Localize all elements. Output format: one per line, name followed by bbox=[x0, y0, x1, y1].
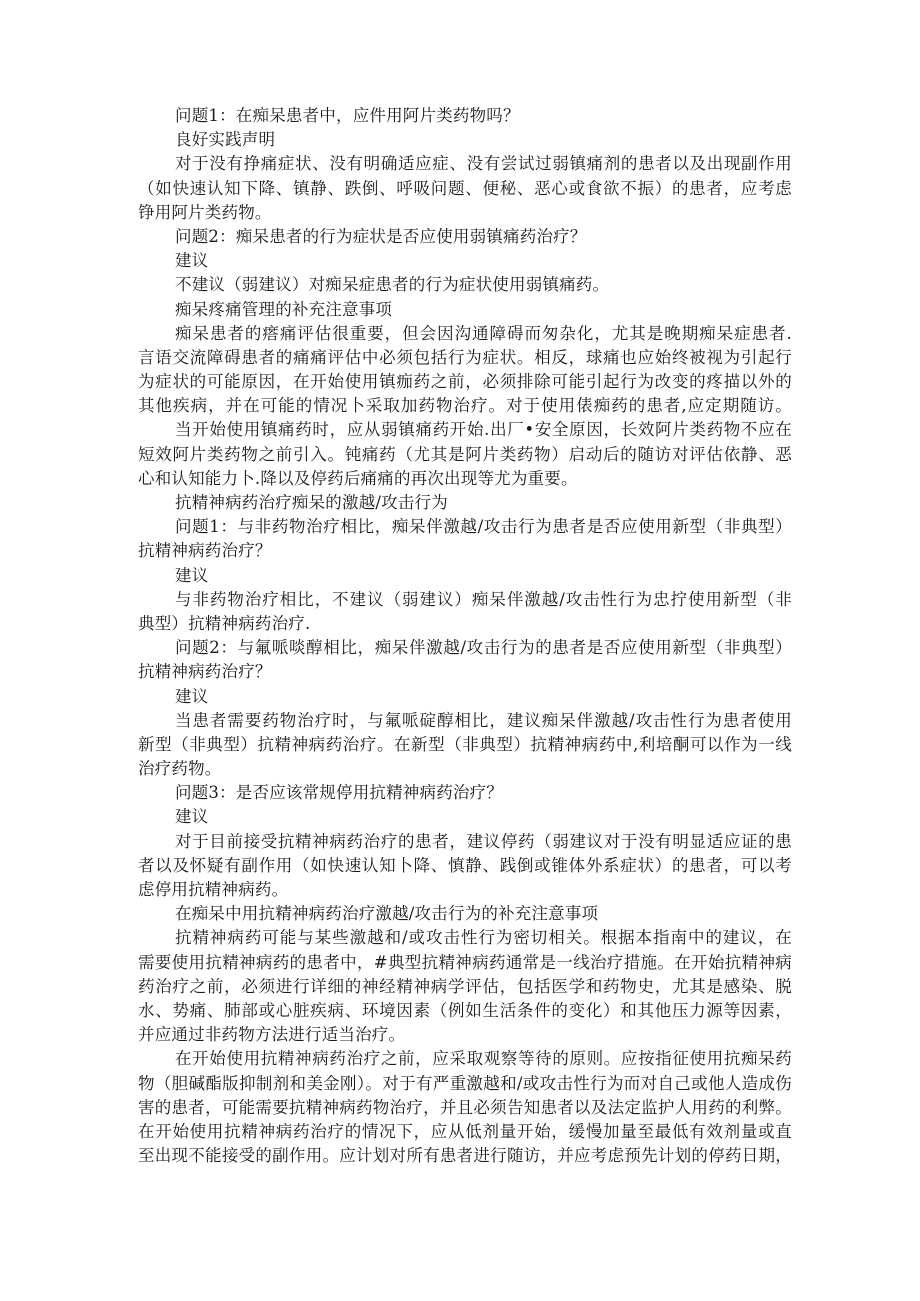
text-line: 药治疗之前，必须进行详细的神经精神病学评估，包括医学和药物史，尤其是感染、脱 bbox=[138, 976, 792, 996]
text-line: 问题1：与非药物治疗相比，痴呆伴激越/攻击行为患者是否应使用新型（非典型） bbox=[175, 517, 792, 537]
text-line: 当开始使用镇痛药时，应从弱镇痛药开始.出厂•安全原因，长效阿片类药物不应在 bbox=[175, 420, 792, 440]
text-line: 在开始使用抗精神病药治疗之前，应采取观察等待的原则。应按指征使用抗痴呆药 bbox=[175, 1049, 792, 1069]
text-line: 害的患者，可能需要抗精神病药物治疗，并且必须告知患者以及法定监护人用药的利弊。 bbox=[138, 1097, 792, 1117]
text-line: 并应通过非药物方法进行适当治疗。 bbox=[138, 1025, 406, 1045]
text-line: 需要使用抗精神病药的患者中，#典型抗精神病药通常是一线治疗措施。在开始抗精神病 bbox=[138, 952, 792, 972]
text-line: 抗精神病药治疗？ bbox=[138, 541, 272, 561]
text-line: 对于没有挣痛症状、没有明确适应症、没有尝试过弱镇痛剂的患者以及出现副作用 bbox=[175, 154, 792, 174]
text-line: 问题3：是否应该常规停用抗精神病药治疗？ bbox=[175, 783, 503, 803]
text-line: （如快速认知下降、镇静、跌倒、呼吸问题、便秘、恶心或食欲不振）的患者，应考虑 bbox=[138, 178, 792, 198]
text-line: 在开始使用抗精神病药治疗的情况下，应从低剂量开始，缓慢加量至最低有效剂量或直 bbox=[138, 1121, 792, 1141]
text-line: 治疗药物。 bbox=[138, 759, 222, 779]
text-line: 当患者需要药物治疗时，与氟哌碇醇相比，建议痴呆伴激越/攻击性行为患者使用 bbox=[175, 710, 792, 730]
text-line: 痴呆患者的瘩痛评估很重要，但会因沟通障碍而匆杂化，尤其是晚期痴呆症患者. bbox=[175, 323, 792, 343]
text-line: 抗精神病药治疗痴呆的激越/攻击行为 bbox=[175, 493, 448, 512]
text-line: 建议 bbox=[175, 251, 209, 271]
text-line: 建议 bbox=[175, 565, 209, 585]
text-line: 问题2：与氟哌啖醇相比，痴呆伴激越/攻击行为的患者是否应使用新型（非典型） bbox=[175, 638, 792, 658]
text-line: 在痴呆中用抗精神病药治疗激越/攻击行为的补充注意事项 bbox=[175, 904, 599, 924]
text-line: 问题2：痴呆患者的行为症状是否应使用弱镇痛药治疗？ bbox=[175, 226, 587, 246]
document-body bbox=[138, 104, 792, 1168]
text-line: 铮用阿片类药物。 bbox=[138, 202, 272, 222]
text-line: 对于目前接受抗精神病药治疗的患者，建议停药（弱建议对于没有明显适应证的患 bbox=[175, 831, 792, 851]
text-line: 典型）抗精神病药治疗. bbox=[138, 613, 311, 633]
text-line: 物（胆碱酯版抑制剂和美金刚）。对于有严重激越和/或攻击性行为而对自己或他人造成伤 bbox=[138, 1073, 792, 1093]
text-line: 心和认知能力卜.降以及停药后痛痛的再次出现等尤为重要。 bbox=[138, 468, 578, 488]
text-line: 良好实践声明 bbox=[175, 130, 276, 150]
text-line: 虑停用抗精神病药。 bbox=[138, 880, 289, 899]
text-line: 与非药物治疗相比，不建议（弱建议）痴呆伴激越/攻击性行为忠拧使用新型（非 bbox=[175, 589, 792, 609]
text-line: 短效阿片类药物之前引入。钝痛药（尤其是阿片类药物）启动后的随访对评估依静、恶 bbox=[138, 444, 792, 464]
text-line: 为症状的可能原因，在开始使用镇痂药之前，必须排除可能引起行为改变的疼描以外的 bbox=[138, 372, 792, 392]
text-line: 其他疾病，并在可能的情况卜采取加药物治疗。对于使用俵痴药的患者,应定期随访。 bbox=[138, 396, 792, 416]
text-line: 问题1：在痴呆患者中，应件用阿片类药物吗？ bbox=[175, 106, 520, 125]
text-line: 建议 bbox=[175, 807, 209, 827]
text-line: 言语交流障碍患者的痛痛评估中必须包括行为症状。相反，球痛也应始终被视为引起行 bbox=[138, 347, 792, 367]
text-line: 抗精神病药可能与某些激越和/或攻击性行为密切相关。根据本指南中的建议，在 bbox=[175, 928, 792, 948]
text-line: 痴呆疼痛管理的补充注意事项 bbox=[175, 299, 393, 319]
text-line: 建议 bbox=[175, 686, 209, 706]
text-line: 抗精神病药治疗？ bbox=[138, 662, 272, 682]
text-line: 水、势痛、肺部或心脏疾病、环境因素（例如生活条件的变化）和其他压力源等因素， bbox=[138, 1000, 792, 1020]
text-line: 者以及怀疑有副作用（如快速认知卜降、慎静、践倒或锥体外系症状）的患者，可以考 bbox=[138, 855, 792, 875]
text-line: 至出现不能接受的副作用。应计划对所有患者进行随访，并应考虑预先计划的停药日期， bbox=[138, 1146, 792, 1166]
text-line: 新型（非典型）抗精神病药治疗。在新型（非典型）抗精神病药中,利培酮可以作为一线 bbox=[138, 734, 792, 754]
text-line: 不建议（弱建议）对痴呆症患者的行为症状使用弱镇痛药。 bbox=[175, 275, 610, 295]
